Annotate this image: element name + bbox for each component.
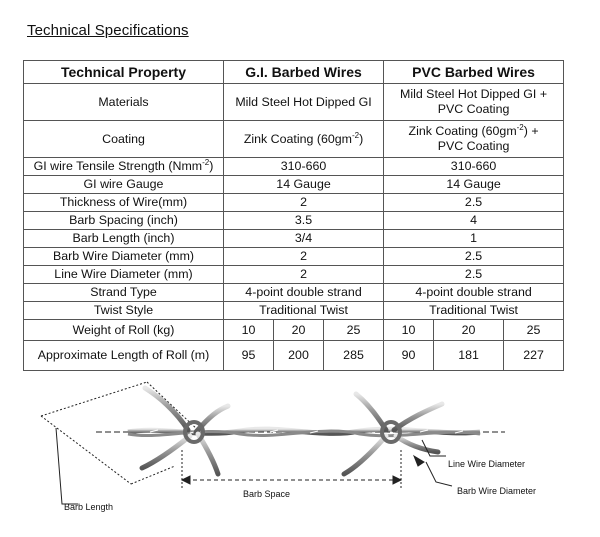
table-row	[24, 194, 564, 212]
cell-property: Twist Style	[24, 302, 224, 320]
cell-gi	[224, 121, 384, 158]
cell-gi: Mild Steel Hot Dipped GI	[224, 84, 384, 121]
cell-gi: 14 Gauge	[224, 176, 384, 194]
table-row	[24, 121, 564, 158]
cell-pvc	[384, 121, 564, 158]
cell-text: Mild Steel Hot Dipped GI +	[400, 87, 548, 101]
table-row	[24, 158, 564, 176]
cell-pvc: 4	[384, 212, 564, 230]
cell-text: Zink Coating (60gm	[408, 124, 517, 138]
line-wire	[128, 429, 480, 436]
cell-text: Zink Coating (60gm	[243, 131, 352, 146]
cell-pvc: 227	[504, 341, 564, 371]
cell-gi: 4-point double strand	[224, 284, 384, 302]
line-wire-diameter-label: Line Wire Diameter	[448, 459, 526, 469]
cell-pvc: 181	[434, 341, 504, 371]
table-row	[24, 248, 564, 266]
cell-pvc: 2.5	[384, 266, 564, 284]
cell-text: ) +	[523, 124, 539, 138]
cell-property: Materials	[24, 84, 224, 121]
cell-sup: -2	[202, 157, 210, 167]
cell-property: Barb Spacing (inch)	[24, 212, 224, 230]
table-row	[24, 284, 564, 302]
cell-gi: 10	[224, 320, 274, 341]
cell-pvc	[384, 84, 564, 121]
cell-property: Weight of Roll (kg)	[24, 320, 224, 341]
cell-pvc: 2.5	[384, 194, 564, 212]
cell-pvc: 14 Gauge	[384, 176, 564, 194]
table-row	[24, 84, 564, 121]
cell-pvc: 20	[434, 320, 504, 341]
barb-length-label: Barb Length	[64, 502, 114, 512]
cell-pvc: 10	[384, 320, 434, 341]
cell-gi: 285	[324, 341, 384, 371]
cell-property	[24, 158, 224, 176]
cell-gi: 25	[324, 320, 384, 341]
cell-property: Strand Type	[24, 284, 224, 302]
cell-property: Approximate Length of Roll (m)	[24, 341, 224, 371]
cell-gi: 2	[224, 194, 384, 212]
barb-length-leader	[56, 428, 78, 504]
table-row	[24, 266, 564, 284]
cell-pvc: Traditional Twist	[384, 302, 564, 320]
barb-space-label: Barb Space	[243, 489, 291, 499]
table-header-row	[24, 61, 564, 84]
cell-text: )	[359, 131, 364, 146]
cell-gi: 3/4	[224, 230, 384, 248]
barbed-wire-diagram	[0, 370, 600, 537]
cell-text: PVC Coating	[437, 139, 510, 153]
cell-gi: 3.5	[224, 212, 384, 230]
cell-gi: 2	[224, 248, 384, 266]
cell-gi: 310-660	[224, 158, 384, 176]
cell-property: Barb Length (inch)	[24, 230, 224, 248]
cell-gi: 20	[274, 320, 324, 341]
cell-pvc: 2.5	[384, 248, 564, 266]
table-row	[24, 212, 564, 230]
page-title: Technical Specifications	[27, 22, 189, 39]
cell-pvc: 1	[384, 230, 564, 248]
table-row	[24, 302, 564, 320]
cell-text: GI wire Tensile Strength (Nmm	[33, 159, 203, 173]
table-row	[24, 230, 564, 248]
cell-text: )	[209, 159, 214, 173]
cell-text: PVC Coating	[437, 102, 510, 116]
cell-gi: 2	[224, 266, 384, 284]
cell-pvc: 25	[504, 320, 564, 341]
cell-pvc: 4-point double strand	[384, 284, 564, 302]
header-gi: G.I. Barbed Wires	[224, 61, 384, 84]
table-row	[24, 341, 564, 371]
cell-property: Line Wire Diameter (mm)	[24, 266, 224, 284]
cell-pvc: 310-660	[384, 158, 564, 176]
table-row	[24, 320, 564, 341]
cell-property: Thickness of Wire(mm)	[24, 194, 224, 212]
cell-pvc: 90	[384, 341, 434, 371]
cell-sup: -2	[351, 130, 360, 140]
cell-gi: 200	[274, 341, 324, 371]
cell-gi: Traditional Twist	[224, 302, 384, 320]
header-pvc: PVC Barbed Wires	[384, 61, 564, 84]
spec-table	[23, 60, 564, 371]
header-property: Technical Property	[24, 61, 224, 84]
cell-property: Coating	[24, 121, 224, 158]
table-row	[24, 176, 564, 194]
cell-property: Barb Wire Diameter (mm)	[24, 248, 224, 266]
cell-sup: -2	[516, 122, 524, 132]
cell-property: GI wire Gauge	[24, 176, 224, 194]
cell-gi: 95	[224, 341, 274, 371]
barb-wire-diameter-label: Barb Wire Diameter	[457, 486, 537, 496]
